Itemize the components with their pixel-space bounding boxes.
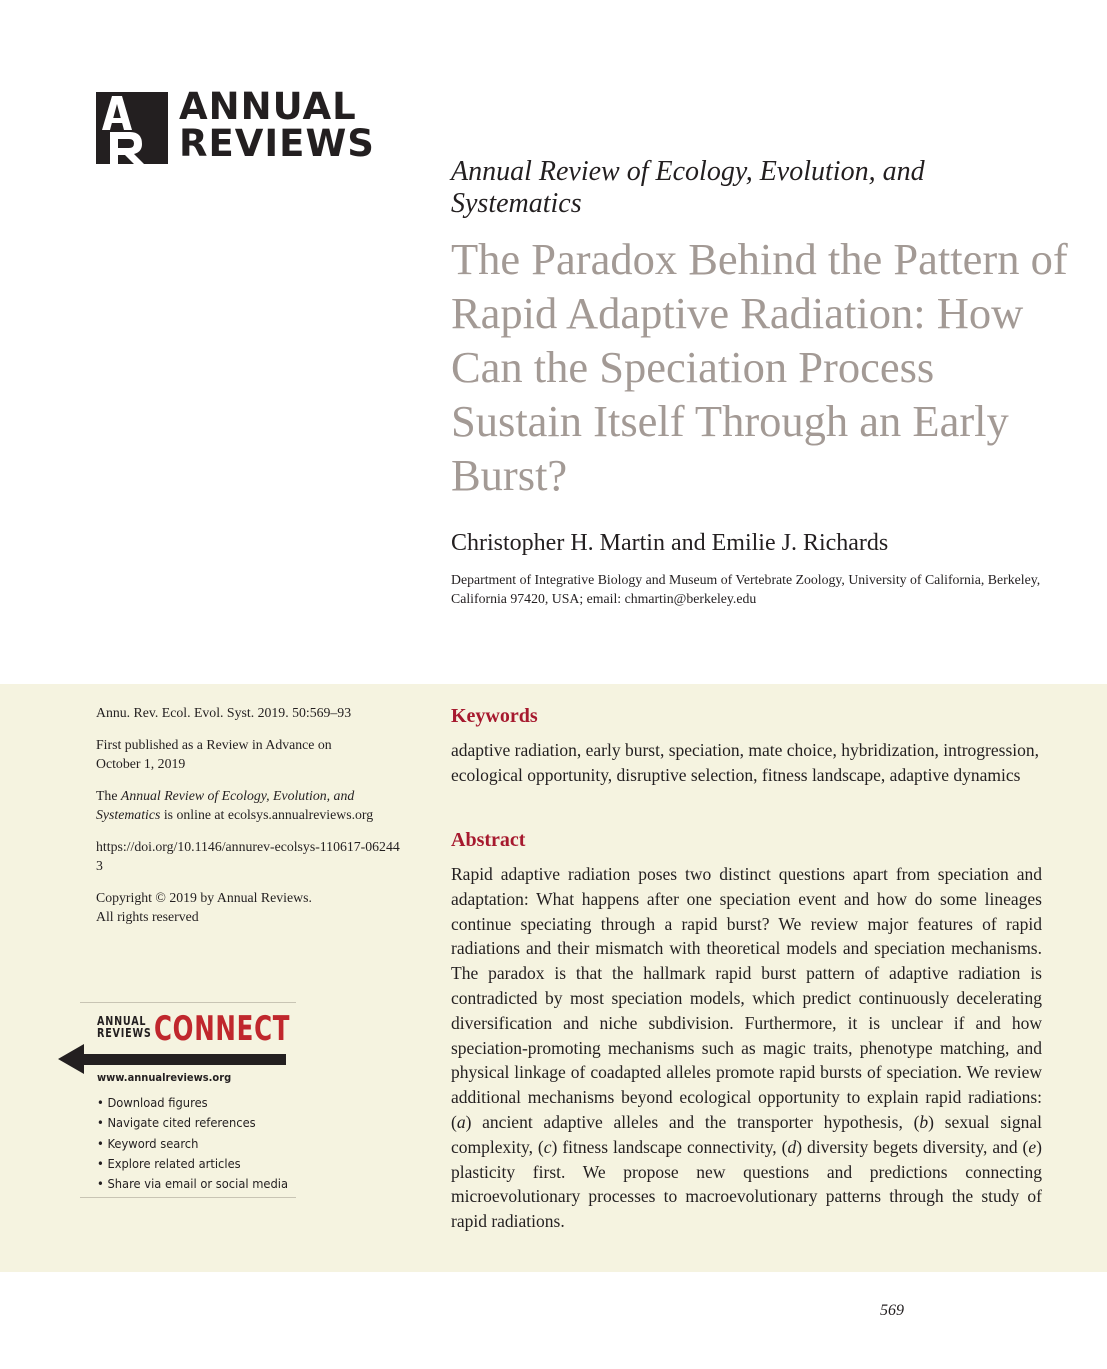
abstract-text xyxy=(451,862,1042,1234)
connect-annual-label: ANNUAL xyxy=(97,1014,147,1028)
abstract-marker-c: c xyxy=(543,1136,552,1157)
connect-title: CONNECT xyxy=(154,1009,291,1049)
online-rest: is online at ecolsys.annualreviews.org xyxy=(160,807,374,822)
abstract-marker-a: a xyxy=(456,1111,466,1132)
keywords-heading: Keywords xyxy=(451,705,538,727)
connect-feature-item: • Navigate cited references xyxy=(97,1115,256,1131)
abstract-part: ) fitness landscape connectivity, ( xyxy=(551,1136,788,1157)
citation: Annu. Rev. Ecol. Evol. Syst. 2019. 50:569–93 xyxy=(96,705,352,720)
connect-feature-list xyxy=(97,1093,305,1194)
logo-wordmark xyxy=(179,85,375,165)
keywords-list: adaptive radiation, early burst, speciation, mate choice, hybridization, introgression, ecological opportunity, disruptive selection, fitness landscape, adaptive dynamics xyxy=(451,740,1040,785)
connect-brand xyxy=(97,1015,152,1039)
doi-link[interactable]: https://doi.org/10.1146/annurev-ecolsys-110617-062443 xyxy=(96,839,400,873)
connect-url-link[interactable]: www.annualreviews.org xyxy=(97,1071,232,1084)
abstract-part: ) ancient adaptive alleles and the transporter hypothesis, ( xyxy=(465,1111,920,1132)
abstract-part: ) plasticity first. We propose new questions and predictions connecting microevolutionary processes to macroevolutionary patterns through the study of rapid radiations. xyxy=(451,1136,1042,1232)
abstract-marker-b: b xyxy=(919,1111,929,1132)
online-availability xyxy=(96,786,396,824)
ar-monogram-icon xyxy=(96,92,168,164)
abstract-heading: Abstract xyxy=(451,829,526,851)
copyright-line-2: All rights reserved xyxy=(96,909,199,924)
connect-feature-item: • Share via email or social media xyxy=(97,1176,289,1192)
connect-reviews-label: REVIEWS xyxy=(97,1026,152,1040)
first-published: First published as a Review in Advance on October 1, 2019 xyxy=(96,737,332,771)
connect-feature-item: • Keyword search xyxy=(97,1135,199,1151)
copyright xyxy=(96,888,416,926)
copyright-line-1: Copyright © 2019 by Annual Reviews. xyxy=(96,890,312,905)
connect-feature-item: • Download figures xyxy=(97,1095,208,1110)
article-metadata xyxy=(96,703,416,939)
connect-feature-item: • Explore related articles xyxy=(97,1155,241,1171)
page-number: 569 xyxy=(880,1302,904,1319)
annual-reviews-connect-box xyxy=(80,1002,296,1198)
online-journal: Annual Review of Ecology, Evolution, and Systematics xyxy=(96,788,355,822)
journal-name: Annual Review of Ecology, Evolution, and Systematics xyxy=(451,156,925,219)
logo-line-annual: ANNUAL xyxy=(179,85,357,128)
abstract-marker-d: d xyxy=(787,1136,797,1157)
annual-reviews-logo[interactable] xyxy=(96,85,376,166)
author-affiliation: Department of Integrative Biology and Museum of Vertebrate Zoology, University of California, Berkeley, California 97420, USA; email: chmartin@berkeley.edu xyxy=(451,572,1041,606)
article-authors: Christopher H. Martin and Emilie J. Richards xyxy=(451,530,889,556)
article-title: The Paradox Behind the Pattern of Rapid Adaptive Radiation: How Can the Speciation Process Sustain Itself Through an Early Burst? xyxy=(451,234,1068,500)
abstract-part: Rapid adaptive radiation poses two distinct questions apart from speciation and adaptation: What happens after one speciation event and how do some lineages continue speciating through a rapid burst? We review major features of rapid radiations and their mismatch with theoretical models and speciation mechanisms. The paradox is that the hallmark rapid burst pattern of adaptive radiation is contradicted by most speciation models, which predict continuously decelerating diversification and niche subdivision. Furthermore, it is unclear if and how speciation-promoting mechanisms such as magic traits, phenotype matching, and physical linkage of coadapted alleles promote rapid bursts of speciation. We review additional mechanisms beyond ecological opportunity to explain rapid radiations: ( xyxy=(451,864,1042,1132)
online-the: The xyxy=(96,788,121,803)
abstract-part: ) diversity begets diversity, and ( xyxy=(796,1136,1029,1157)
abstract-part: ) sexual signal complexity, ( xyxy=(451,1111,1043,1157)
abstract-marker-e: e xyxy=(1028,1136,1037,1157)
logo-line-reviews: REVIEWS xyxy=(179,122,375,165)
